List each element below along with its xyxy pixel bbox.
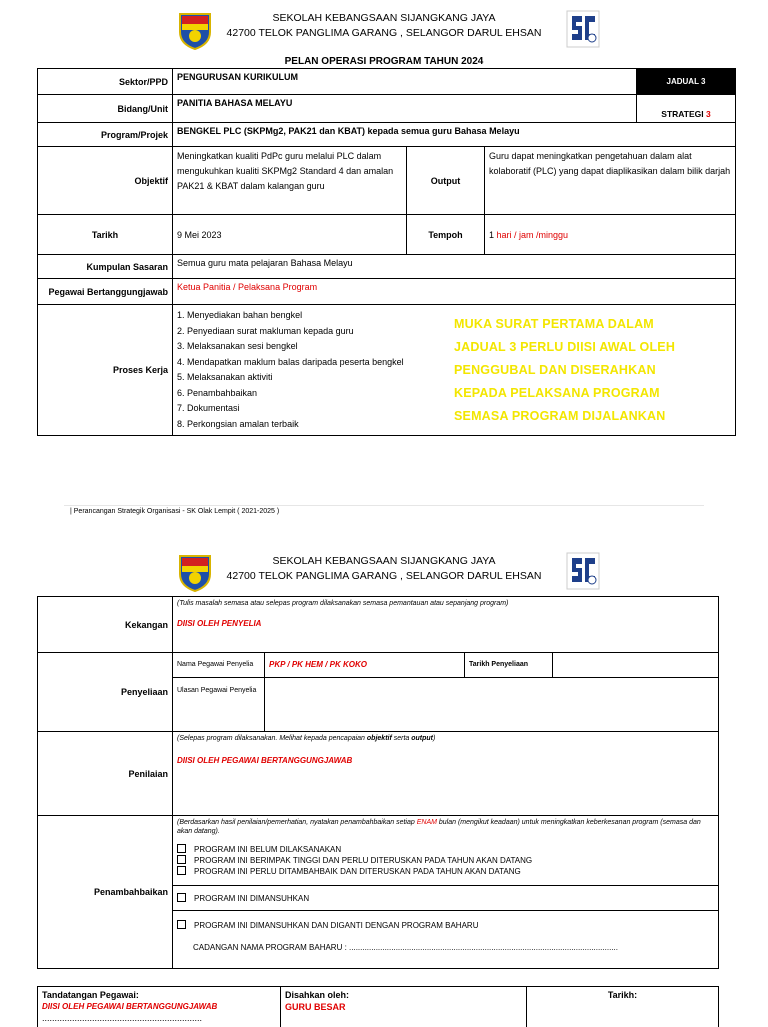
document-title: PELAN OPERASI PROGRAM TAHUN 2024 xyxy=(284,56,484,67)
school-address: 42700 TELOK PANGLIMA GARANG , SELANGOR DARUL EHSAN xyxy=(226,570,542,582)
ulasan-value[interactable] xyxy=(265,678,719,732)
sasaran-label: Kumpulan Sasaran xyxy=(38,255,173,279)
sig-pegawai-label: Tandatangan Pegawai: xyxy=(42,990,139,1000)
program-label: Program/Projek xyxy=(38,123,173,147)
proses-item: 8. Perkongsian amalan terbaik xyxy=(177,418,299,429)
pegawai-value: Ketua Panitia / Pelaksana Program xyxy=(173,279,736,305)
proses-item: 5. Melaksanakan aktiviti xyxy=(177,372,273,382)
option-row[interactable]: PROGRAM INI BELUM DILAKSANAKAN xyxy=(177,844,714,855)
objektif-value: Meningkatkan kualiti PdPc guru melalui PLC dalam mengukuhkan kualiti SKPMg2 Standard 4 dan amalan PAK21 & KBAT dalam kalangan guru xyxy=(173,147,407,215)
penambahbaikan-cell xyxy=(173,816,719,886)
penilaian-cell xyxy=(173,732,719,816)
proses-label: Proses Kerja xyxy=(38,305,173,436)
kekangan-note: (Tulis masalah semasa atau selepas program dilaksanakan semasa pemantauan atau sepanjang program) xyxy=(177,600,509,607)
tarikh-value: 9 Mei 2023 xyxy=(173,215,407,255)
proses-item: 7. Dokumentasi xyxy=(177,403,240,413)
sk-logo xyxy=(566,10,600,48)
kekangan-label: Kekangan xyxy=(38,597,173,653)
sig-dots: ................................................................ xyxy=(42,1013,203,1023)
bidang-label: Bidang/Unit xyxy=(38,95,173,123)
objektif-label: Objektif xyxy=(38,147,173,215)
tarikh-label: Tarikh xyxy=(38,215,173,255)
proses-item: 1. Menyediakan bahan bengkel xyxy=(177,310,303,320)
option-mansuh-cell xyxy=(173,886,719,911)
option-ganti-cell xyxy=(173,911,719,969)
tarikh-sign-cell xyxy=(527,987,719,1027)
tempoh-label: Tempoh xyxy=(407,215,485,255)
sig-pegawai-fill: DIISI OLEH PEGAWAI BERTANGGUNGJAWAB xyxy=(42,1002,218,1011)
jadual-badge xyxy=(637,69,736,95)
kekangan-fill: DIISI OLEH PENYELIA xyxy=(177,619,262,628)
school-name: SEKOLAH KEBANGSAAN SIJANGKANG JAYA xyxy=(272,12,496,24)
proses-item: 6. Penambahbaikan xyxy=(177,387,258,398)
proses-item: 2. Penyediaan surat makluman kepada guru xyxy=(177,325,354,336)
output-value: Guru dapat meningkatkan pengetahuan dalam alat kolaboratif (PLC) yang dapat diaplikasikan dalam bilik darjah xyxy=(485,147,736,215)
signature-table xyxy=(37,986,719,1027)
penyeliaan-label: Penyeliaan xyxy=(38,653,173,732)
pegawai-label: Pegawai Bertanggungjawab xyxy=(38,279,173,305)
instruction-note: MUKA SURAT PERTAMA DALAM JADUAL 3 PERLU DIISI AWAL OLEH PENGGUBAL DAN DISERAHKAN KEPADA PELAKSANA PROGRAM SEMASA PROGRAM DIJALANKAN xyxy=(454,317,676,423)
option-row[interactable]: PROGRAM INI DIMANSUHKAN xyxy=(177,893,714,904)
tarikh-sign-label: Tarikh: xyxy=(607,990,638,1000)
option-row[interactable]: PROGRAM INI DIMANSUHKAN DAN DIGANTI DENGAN PROGRAM BAHARU xyxy=(177,920,714,931)
page-footer: | Perancangan Strategik Organisasi - SK Olak Lempit ( 2021-2025 ) xyxy=(70,508,280,515)
ulasan-label: Ulasan Pegawai Penyelia xyxy=(173,678,265,732)
sig-pegawai-cell xyxy=(38,987,281,1027)
cadangan-line: CADANGAN NAMA PROGRAM BAHARU : ......................................................................................................................... xyxy=(193,943,618,952)
option-row[interactable]: PROGRAM INI BERIMPAK TINGGI DAN PERLU DITERUSKAN PADA TAHUN AKAN DATANG xyxy=(177,855,714,866)
checkbox[interactable] xyxy=(177,893,186,902)
penilaian-note: (Selepas program dilaksanakan. Melihat kepada pencapaian objektif serta output) xyxy=(177,735,436,742)
kekangan-cell xyxy=(173,597,719,653)
penilaian-label: Penilaian xyxy=(38,732,173,816)
tarikh-penyeliaan-label: Tarikh Penyeliaan xyxy=(465,653,553,678)
strategi-number: 3 xyxy=(706,109,711,119)
strategi-label: STRATEGI xyxy=(661,109,704,119)
nama-pegawai-label: Nama Pegawai Penyelia xyxy=(173,653,265,678)
disahkan-fill: GURU BESAR xyxy=(285,1002,346,1012)
disahkan-label: Disahkan oleh: xyxy=(285,990,350,1000)
bidang-value: PANITIA BAHASA MELAYU xyxy=(173,95,637,123)
proses-item: 4. Mendapatkan maklum balas daripada peserta bengkel xyxy=(177,356,404,367)
tarikh-penyeliaan-value[interactable] xyxy=(553,653,719,678)
sasaran-value: Semua guru mata pelajaran Bahasa Melayu xyxy=(173,255,736,279)
penambahbaikan-note: (Berdasarkan hasil penilaian/pemerhatian, nyatakan penambahbaikan setiap ENAM bulan (mengikut keadaan) untuk meningkatkan keberkesanan program (semasa dan akan datang). xyxy=(177,819,701,835)
disahkan-cell xyxy=(281,987,527,1027)
penambahbaikan-label: Penambahbaikan xyxy=(38,816,173,969)
plan-table-page2 xyxy=(37,596,719,969)
checkbox[interactable] xyxy=(177,855,186,864)
sektor-label: Sektor/PPD xyxy=(38,69,173,95)
proses-item: 3. Melaksanakan sesi bengkel xyxy=(177,341,298,351)
tempoh-number: 1 xyxy=(489,229,495,240)
jadual-label: JADUAL 3 xyxy=(666,76,706,86)
strategi-cell xyxy=(637,95,736,123)
output-label: Output xyxy=(407,147,485,215)
option-row[interactable]: PROGRAM INI PERLU DITAMBAHBAIK DAN DITERUSKAN PADA TAHUN AKAN DATANG xyxy=(177,866,714,877)
school-name: SEKOLAH KEBANGSAAN SIJANGKANG JAYA xyxy=(272,555,496,567)
tempoh-value xyxy=(485,215,736,255)
program-value: BENGKEL PLC (SKPMg2, PAK21 dan KBAT) kepada semua guru Bahasa Melayu xyxy=(173,123,736,147)
footer-divider xyxy=(64,505,704,506)
checkbox[interactable] xyxy=(177,866,186,875)
sk-logo xyxy=(566,552,600,590)
nama-pegawai-value: PKP / PK HEM / PK KOKO xyxy=(265,653,465,678)
tempoh-unit: hari / jam /minggu xyxy=(496,229,569,240)
sektor-value: PENGURUSAN KURIKULUM xyxy=(173,69,637,95)
school-address: 42700 TELOK PANGLIMA GARANG , SELANGOR DARUL EHSAN xyxy=(226,27,542,39)
checkbox[interactable] xyxy=(177,844,186,853)
penilaian-fill: DIISI OLEH PEGAWAI BERTANGGUNGJAWAB xyxy=(177,756,353,765)
checkbox[interactable] xyxy=(177,920,186,929)
